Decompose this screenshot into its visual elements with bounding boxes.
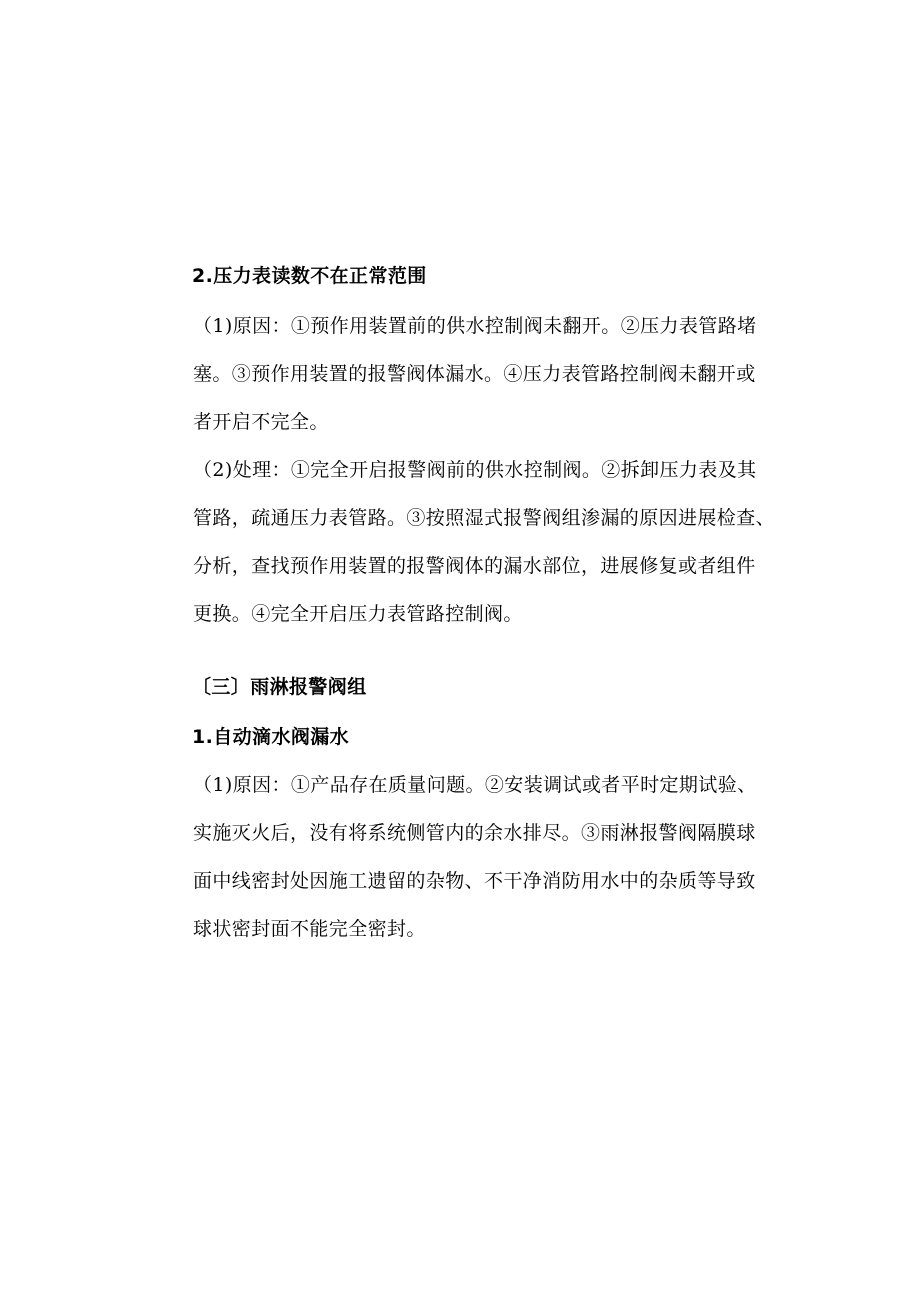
text-line: 面中线密封处因施工遗留的杂物、不干净消防用水中的杂质等导致: [193, 870, 756, 892]
text-line: （1)原因：①产品存在质量问题。②安装调试或者平时定期试验、: [193, 774, 757, 796]
paragraph-treatment-pressure-gauge: [192, 446, 776, 638]
text-line: 分析，查找预作用装置的报警阀体的漏水部位，进展修复或者组件: [193, 555, 756, 577]
text-line: 管路，疏通压力表管路。③按照湿式报警阀组渗漏的原因进展检查、: [193, 507, 776, 529]
text-line: （1)原因：①预作用装置前的供水控制阀未翻开。②压力表管路堵: [193, 315, 757, 337]
text-line: 者开启不完全。: [193, 411, 329, 433]
text-line: 更换。④完全开启压力表管路控制阀。: [193, 603, 523, 625]
text-line: （2)处理：①完全开启报警阀前的供水控制阀。②拆卸压力表及其: [193, 459, 757, 481]
text-line: 塞。③预作用装置的报警阀体漏水。④压力表管路控制阀未翻开或: [193, 363, 756, 385]
section-title-deluge-valve: 〔三〕雨淋报警阀组: [192, 676, 367, 698]
paragraph-cause-drip-valve: [192, 761, 757, 953]
section-heading-drip-valve: 1.自动滴水阀漏水: [192, 726, 350, 748]
text-line: 球状密封面不能完全密封。: [193, 918, 426, 940]
paragraph-cause-pressure-gauge: [192, 302, 757, 446]
text-line: 实施灭火后，没有将系统侧管内的余水排尽。③雨淋报警阀隔膜球: [193, 822, 756, 844]
section-heading-pressure-gauge: 2.压力表读数不在正常范围: [192, 265, 427, 287]
